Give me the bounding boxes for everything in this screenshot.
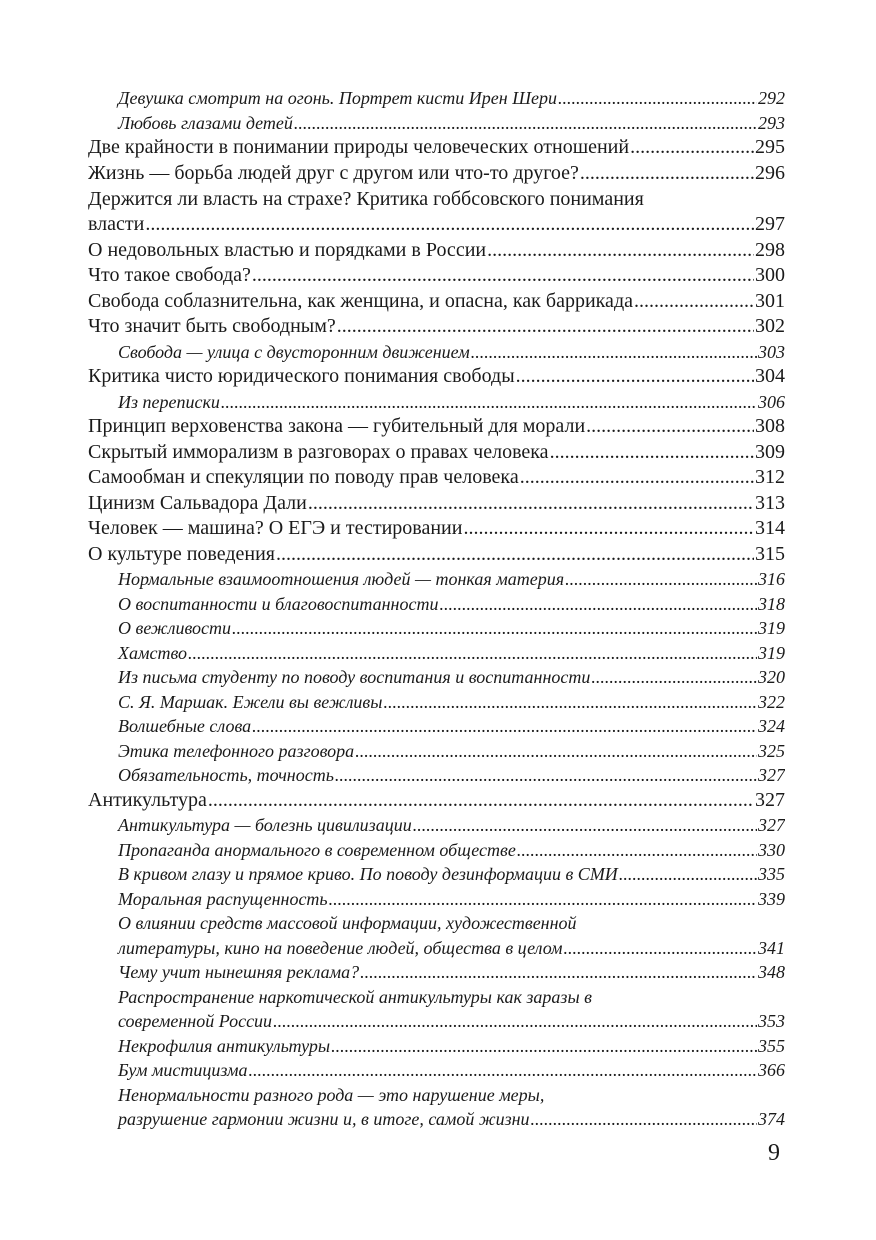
toc-entry-title: Свобода соблазнительна, как женщина, и опасна, как баррикада [88, 289, 633, 312]
toc-dot-leader [355, 739, 757, 764]
toc-dot-leader [565, 567, 757, 592]
toc-entry-title: Две крайности в понимании природы человеческих отношений [88, 136, 630, 158]
toc-entry [88, 665, 785, 690]
toc-entry [88, 616, 785, 641]
toc-entry-page: 296 [755, 161, 785, 184]
toc-entry-page: 304 [755, 365, 785, 387]
toc-entry-page: 302 [755, 315, 785, 337]
toc-entry [88, 212, 785, 238]
toc-entry-title: Девушка смотрит на огонь. Портрет кисти Ирен Шери [118, 88, 557, 108]
toc-entry-title: Хамство [118, 642, 188, 663]
toc-entry-title: В кривом глазу и прямое криво. По поводу дезинформации в СМИ [118, 864, 618, 884]
toc-entry [88, 491, 785, 517]
toc-entry [88, 1107, 785, 1132]
toc-entry-line1 [88, 911, 785, 936]
toc-entry-title: Что значит быть свободным? [88, 315, 336, 337]
toc-entry [88, 739, 785, 764]
toc-entry-page: 341 [758, 937, 785, 958]
toc-entry-title: власти [88, 213, 145, 235]
toc-dot-leader [439, 592, 757, 617]
toc-entry-line1 [88, 1083, 785, 1108]
toc-entry-title: Антикультура [88, 788, 207, 811]
toc-entry-page: 319 [758, 618, 785, 638]
toc-entry [88, 414, 785, 440]
toc-entry [88, 641, 785, 666]
toc-entry [88, 887, 785, 912]
toc-entry-page: 313 [755, 491, 785, 514]
toc-dot-leader [550, 440, 754, 466]
toc-entry [88, 788, 785, 814]
toc-entry-page: 316 [758, 569, 785, 589]
toc-dot-leader [619, 862, 757, 887]
toc-entry-title: Самообман и спекуляции по поводу прав человека [88, 466, 519, 488]
toc-entry [88, 516, 785, 542]
toc-entry-page: 309 [755, 440, 785, 463]
toc-entry-title: О влиянии средств массовой информации, художественной [118, 913, 577, 933]
toc-entry-title: О вежливости [118, 618, 232, 638]
toc-entry-page: 306 [758, 391, 785, 412]
toc-dot-leader [471, 340, 757, 365]
toc-dot-leader [517, 838, 757, 863]
toc-dot-leader [232, 616, 757, 641]
toc-dot-leader [520, 465, 754, 491]
toc-entry [88, 465, 785, 491]
toc-entry-page: 301 [755, 289, 785, 312]
toc-entry-title: Держится ли власть на страхе? Критика гоббсовского понимания [88, 188, 644, 210]
toc-entry-title: Из переписки [118, 391, 220, 412]
toc-entry [88, 1034, 785, 1059]
toc-entry-title: Скрытый имморализм в разговорах о правах человека [88, 440, 549, 463]
toc-entry-title: современной России [118, 1011, 273, 1031]
toc-entry-title: О недовольных властью и порядками в России [88, 238, 487, 261]
toc-entry-page: 322 [758, 691, 785, 712]
toc-entry [88, 714, 785, 739]
toc-entry-page: 318 [758, 593, 785, 614]
toc-entry [88, 263, 785, 289]
toc-entry-title: Человек — машина? О ЕГЭ и тестировании [88, 517, 463, 539]
toc-entry [88, 838, 785, 863]
toc-dot-leader [516, 364, 754, 390]
toc-entry-page: 295 [755, 136, 785, 158]
toc-entry-page: 324 [758, 716, 785, 736]
toc-entry-title: Ненормальности разного рода — это нарушение меры, [118, 1084, 545, 1105]
toc-entry [88, 1058, 785, 1083]
toc-dot-leader [276, 542, 754, 568]
toc-entry-title: Некрофилия антикультуры [118, 1035, 331, 1056]
toc-entry-title: С. Я. Маршак. Ежели вы вежливы [118, 691, 383, 712]
toc-entry-line1 [88, 186, 785, 212]
toc-dot-leader [580, 161, 754, 187]
toc-entry [88, 567, 785, 592]
toc-entry-page: 355 [758, 1035, 785, 1056]
toc-dot-leader [591, 665, 757, 690]
toc-entry [88, 1009, 785, 1034]
toc-entry-page: 298 [755, 238, 785, 261]
toc-entry-title: Пропаганда анормального в современном обществе [118, 839, 516, 860]
toc-dot-leader [145, 212, 754, 238]
toc-entry-page: 327 [758, 815, 785, 835]
toc-dot-leader [188, 641, 757, 666]
toc-entry-title: Любовь глазами детей [118, 112, 293, 133]
toc-dot-leader [337, 314, 754, 340]
toc-entry [88, 542, 785, 568]
toc-dot-leader [413, 813, 757, 838]
toc-entry [88, 86, 785, 111]
toc-dot-leader [531, 1107, 757, 1132]
toc-entry-title: Критика чисто юридического понимания свободы [88, 365, 515, 387]
toc-dot-leader [208, 788, 754, 814]
toc-dot-leader [383, 690, 757, 715]
toc-dot-leader [487, 238, 754, 264]
toc-entry-page: 374 [758, 1109, 785, 1129]
toc-entry-page: 366 [758, 1060, 785, 1080]
toc-dot-leader [360, 960, 757, 985]
toc-entry-title: Принцип верховенства закона — губительный для морали [88, 415, 586, 437]
toc-entry [88, 440, 785, 466]
toc-entry-page: 293 [758, 112, 785, 133]
toc-entry-title: Антикультура — болезнь цивилизации [118, 815, 412, 835]
toc-entry [88, 135, 785, 161]
toc-entry [88, 340, 785, 365]
toc-entry-page: 312 [755, 466, 785, 488]
table-of-contents [88, 86, 785, 1132]
toc-entry-title: О воспитанности и благовоспитанности [118, 593, 439, 614]
toc-entry [88, 111, 785, 136]
toc-dot-leader [564, 936, 757, 961]
toc-entry-title: Бум мистицизма [118, 1060, 248, 1080]
toc-entry [88, 862, 785, 887]
toc-entry-page: 315 [755, 542, 785, 565]
toc-entry-title: Чему учит нынешняя реклама? [118, 962, 360, 982]
toc-entry-title: Волшебные слова [118, 716, 252, 736]
toc-dot-leader [294, 111, 757, 136]
toc-entry-title: Обязательность, точность [118, 765, 334, 785]
toc-entry-page: 327 [758, 765, 785, 785]
toc-entry-page: 325 [758, 740, 785, 761]
toc-entry [88, 390, 785, 415]
toc-entry [88, 960, 785, 985]
toc-entry-title: О культуре поведения [88, 542, 275, 565]
toc-entry-page: 330 [758, 839, 785, 860]
toc-dot-leader [221, 390, 757, 415]
toc-entry-page: 327 [755, 788, 785, 811]
toc-entry-title: Из письма студенту по поводу воспитания и воспитанности [118, 667, 591, 687]
toc-entry-title: Жизнь — борьба людей друг с другом или что-то другое? [88, 161, 579, 184]
toc-entry-title: Этика телефонного разговора [118, 740, 355, 761]
toc-dot-leader [252, 263, 754, 289]
toc-entry-page: 335 [758, 864, 785, 884]
toc-entry-page: 314 [755, 517, 785, 539]
toc-entry-line1 [88, 985, 785, 1010]
toc-entry [88, 314, 785, 340]
toc-dot-leader [634, 289, 754, 315]
toc-entry [88, 289, 785, 315]
toc-dot-leader [586, 414, 754, 440]
toc-entry-title: Что такое свобода? [88, 264, 251, 286]
toc-entry-page: 320 [758, 667, 785, 687]
toc-entry [88, 238, 785, 264]
toc-dot-leader [463, 516, 754, 542]
toc-entry-page: 319 [758, 642, 785, 663]
toc-entry [88, 813, 785, 838]
toc-entry-page: 339 [758, 888, 785, 909]
toc-dot-leader [558, 86, 757, 111]
toc-dot-leader [308, 491, 754, 517]
toc-entry-page: 297 [755, 213, 785, 235]
toc-entry-title: разрушение гармонии жизни и, в итоге, самой жизни [118, 1109, 530, 1129]
toc-entry-page: 303 [758, 341, 785, 362]
toc-entry [88, 364, 785, 390]
toc-entry-title: Свобода — улица с двусторонним движением [118, 341, 470, 362]
toc-entry-title: литературы, кино на поведение людей, общества в целом [118, 937, 563, 958]
toc-entry-page: 348 [758, 962, 785, 982]
toc-entry [88, 161, 785, 187]
toc-dot-leader [273, 1009, 757, 1034]
toc-entry-page: 308 [755, 415, 785, 437]
toc-entry-page: 353 [758, 1011, 785, 1031]
toc-entry-title: Нормальные взаимоотношения людей — тонкая материя [118, 569, 565, 589]
toc-entry [88, 690, 785, 715]
toc-dot-leader [331, 1034, 757, 1059]
toc-dot-leader [630, 135, 754, 161]
toc-entry-title: Моральная распущенность [118, 888, 328, 909]
toc-entry-page: 300 [755, 264, 785, 286]
toc-dot-leader [335, 763, 757, 788]
toc-dot-leader [329, 887, 757, 912]
toc-entry-page: 292 [758, 88, 785, 108]
toc-dot-leader [252, 714, 757, 739]
toc-entry [88, 936, 785, 961]
page-number: 9 [768, 1140, 780, 1166]
toc-entry [88, 763, 785, 788]
toc-entry-title: Распространение наркотической антикультуры как заразы в [118, 986, 592, 1007]
toc-entry [88, 592, 785, 617]
toc-dot-leader [248, 1058, 757, 1083]
toc-entry-title: Цинизм Сальвадора Дали [88, 491, 307, 514]
